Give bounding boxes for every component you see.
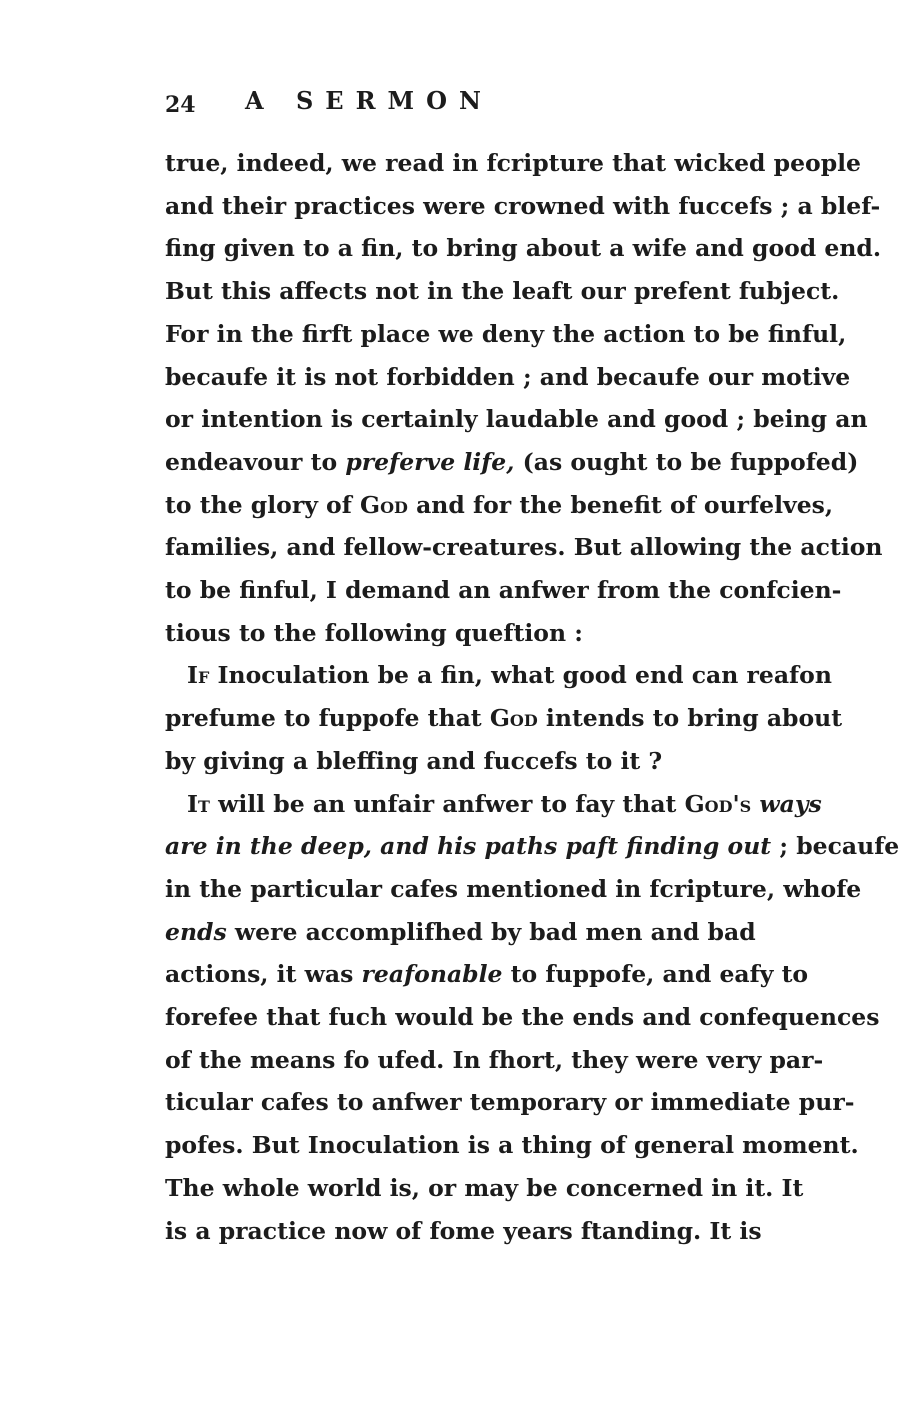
text-line	[165, 654, 832, 697]
text-line: by giving a bleffing and fuccefs to it ?	[165, 746, 663, 775]
text-line	[165, 441, 859, 484]
italic-phrase: preferve life,	[345, 447, 515, 476]
small-caps-word: God	[489, 704, 538, 733]
italic-phrase: ways	[751, 789, 822, 818]
text-line	[165, 697, 843, 740]
italic-phrase: are in the deep, and his paths paft finding out	[165, 832, 772, 861]
body-text	[165, 142, 899, 1252]
text-run: were accomplifhed by bad men and bad	[226, 917, 756, 946]
small-caps-word: It	[187, 789, 210, 818]
text-run: endeavour to	[165, 447, 346, 476]
text-line: becaufe it is not forbidden ; and becaufe our motive	[165, 362, 851, 391]
small-caps-word: If	[187, 661, 210, 690]
text-run: will be an unfair anfwer to fay that	[209, 789, 685, 818]
text-run: and for the benefit of ourfelves,	[407, 490, 834, 519]
text-line: For in the firft place we deny the action to be finful,	[165, 319, 847, 348]
page-number: 24	[165, 92, 196, 118]
small-caps-word: God	[360, 490, 408, 519]
text-run: to the glory of	[165, 490, 360, 519]
text-run: actions, it was	[165, 960, 362, 989]
text-line	[165, 783, 822, 826]
text-run: to fuppofe, and eafy to	[502, 960, 809, 989]
text-line: But this affects not in the leaft our prefent fubject.	[165, 277, 840, 306]
text-line: The whole world is, or may be concerned in it. It	[165, 1173, 804, 1202]
italic-phrase: ends	[165, 917, 227, 946]
text-line: ticular cafes to anfwer temporary or immediate pur-	[165, 1088, 855, 1117]
text-run: ; becaufe	[771, 832, 899, 861]
text-line: is a practice now of fome years ftanding. It is	[165, 1216, 762, 1245]
text-run: intends to bring about	[537, 704, 843, 733]
text-line: pofes. But Inoculation is a thing of general moment.	[165, 1131, 859, 1160]
text-line: families, and fellow-creatures. But allowing the action	[165, 533, 883, 562]
text-line: forefee that fuch would be the ends and confequences	[165, 1003, 880, 1032]
text-line: tious to the following queftion :	[165, 618, 583, 647]
text-line: true, indeed, we read in fcripture that wicked people	[165, 149, 862, 177]
small-caps-word: God's	[684, 789, 752, 818]
text-line	[165, 911, 756, 954]
text-line	[165, 953, 809, 996]
text-line: in the particular cafes mentioned in fcripture, whofe	[165, 874, 862, 903]
running-head: A SERMON	[245, 86, 493, 115]
text-run: (as ought to be fuppofed)	[514, 447, 859, 476]
page-header	[165, 86, 725, 126]
text-line: of the means fo ufed. In fhort, they were very par-	[165, 1045, 824, 1074]
text-line: fing given to a fin, to bring about a wife and good end.	[165, 234, 882, 263]
text-line: or intention is certainly laudable and good ; being an	[165, 405, 868, 434]
text-line	[165, 825, 899, 868]
text-run: prefume to fuppofe that	[165, 704, 490, 733]
text-line	[165, 484, 834, 527]
text-run: Inoculation be a fin, what good end can reafon	[209, 661, 832, 690]
text-line: to be finful, I demand an anfwer from the confcien-	[165, 576, 842, 605]
italic-phrase: reafonable	[361, 960, 503, 989]
text-line: and their practices were crowned with fuccefs ; a blef-	[165, 191, 881, 220]
